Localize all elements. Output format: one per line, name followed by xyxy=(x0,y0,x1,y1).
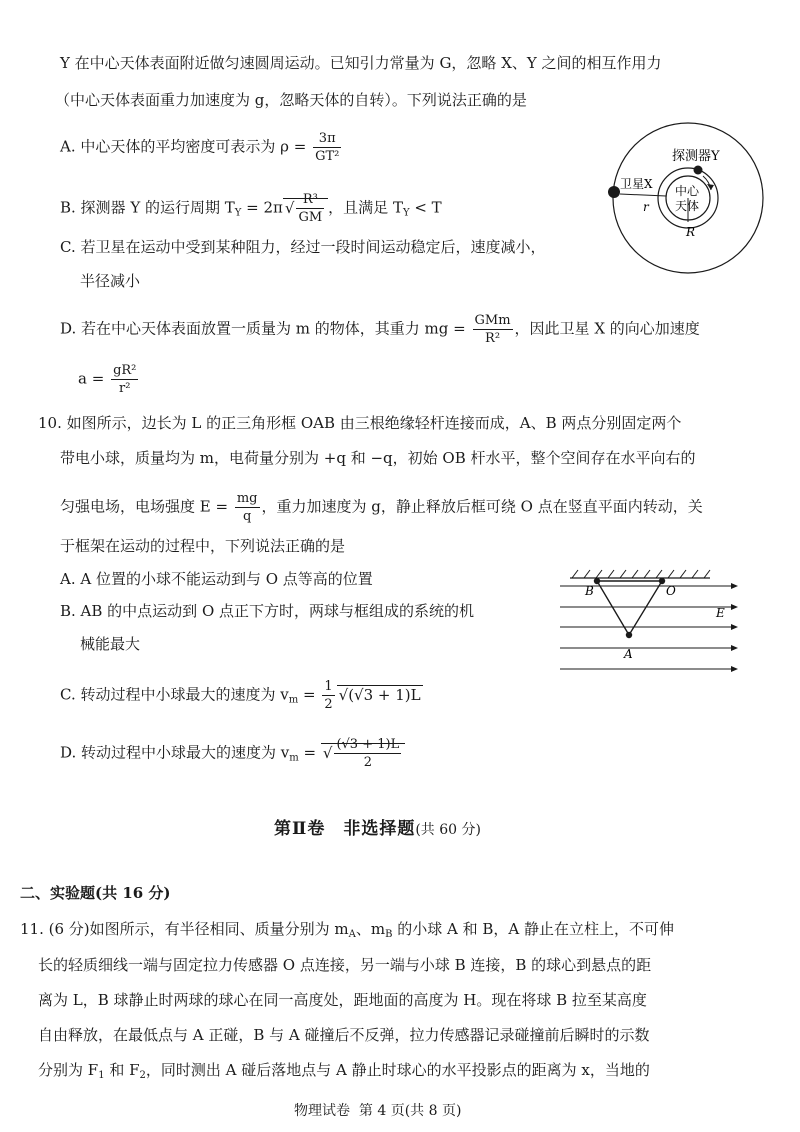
q11-line-5-sub-1: 1 xyxy=(98,1070,105,1081)
ceiling-hatching xyxy=(572,570,710,578)
q10-field-figure xyxy=(560,565,740,675)
pivot-o xyxy=(659,578,665,584)
b-label: B xyxy=(585,584,594,598)
q10-field-numerator: mg xyxy=(236,491,258,506)
section-2-points: (共 60 分) xyxy=(415,822,481,838)
q9-option-d-fraction xyxy=(473,312,513,347)
q10-option-c-eq: = xyxy=(298,685,316,704)
q9-option-c-line-2: 半径减小 xyxy=(80,272,141,290)
q10-option-d xyxy=(60,736,405,771)
q9-option-d-accel-numerator: gR² xyxy=(113,363,137,378)
section-2-title xyxy=(274,818,481,841)
ball-a xyxy=(626,632,632,638)
q10-line-3-text-b: ，重力加速度为 g，静止释放后框可绕 O 点在竖直平面内转动，关 xyxy=(261,497,703,516)
q10-option-c xyxy=(60,678,423,713)
satellite-x-label: 卫星X xyxy=(620,177,653,191)
q9-intro-line-1: Y 在中心天体表面附近做匀速圆周运动。已知引力常量为 G，忽略 X、Y 之间的相互作用力 xyxy=(60,54,662,72)
q11-line-5-text-a: 分别为 F xyxy=(38,1061,99,1079)
page-footer xyxy=(294,1100,461,1122)
q10-line-4: 于框架在运动的过程中，下列说法正确的是 xyxy=(60,537,346,555)
q9-option-d-text-1: D. 若在中心天体表面放置一质量为 m 的物体，其重力 mg = xyxy=(60,319,466,338)
q10-option-d-sub: m xyxy=(289,752,299,764)
q9-option-b xyxy=(60,191,442,226)
q10-option-d-denominator: 2 xyxy=(363,755,372,770)
section-2-title-text: 第Ⅱ卷 非选择题 xyxy=(274,819,416,839)
q10-option-c-text: C. 转动过程中小球最大的速度为 v xyxy=(60,685,289,704)
q11-line-1-mid: 、m xyxy=(355,920,386,938)
q9-option-b-numerator: R³ xyxy=(296,191,324,209)
q11-line-5 xyxy=(38,1059,650,1087)
q11-line-1-text: 11. (6 分)如图所示，有半径相同、质量分别为 m xyxy=(20,920,349,938)
q10-option-d-eq: = xyxy=(298,743,317,762)
radius-r-line xyxy=(620,194,666,196)
q9-intro-line-2: （中心天体表面重力加速度为 g，忽略天体的自转）。下列说法正确的是 xyxy=(55,91,527,109)
q10-option-d-numerator: (√3 + 1)L xyxy=(336,737,400,752)
q9-option-b-denominator: GM xyxy=(298,210,323,225)
q9-option-a-text: A. 中心天体的平均密度可表示为 ρ = xyxy=(60,137,307,156)
q10-option-d-text: D. 转动过程中小球最大的速度为 v xyxy=(60,743,290,762)
q11-line-3: 离为 L，B 球静止时两球的球心在同一高度处，距地面的高度为 H。现在将球 B 拉至某高度 xyxy=(38,991,647,1009)
q9-option-b-radical: √ $\frac{\text{R³}}{GM}$ xyxy=(283,198,328,217)
q9-option-d-text-2: ，因此卫星 X 的向心加速度 xyxy=(514,319,700,338)
q10-option-c-fraction xyxy=(322,678,334,713)
satellite-x-dot xyxy=(608,186,620,198)
q9-option-b-text-2: = 2π xyxy=(241,198,283,217)
q9-option-d xyxy=(60,312,700,347)
q11-line-1 xyxy=(20,918,674,946)
field-arrowheads xyxy=(731,583,738,672)
o-label: O xyxy=(666,584,676,598)
q10-line-1: 10. 如图所示，边长为 L 的正三角形框 OAB 由三根绝缘轻杆连接而成，A、B 两点分别固定两个 xyxy=(38,414,682,432)
q9-option-d-denominator: R² xyxy=(485,331,501,346)
q9-option-d-accel-label: a = xyxy=(78,369,105,388)
q9-option-d-numerator: GMm xyxy=(474,313,511,328)
q11-line-1-sub-b: B xyxy=(385,929,393,940)
q10-option-c-radical: √(√3 + 1)L xyxy=(338,685,421,704)
q10-option-c-denominator: 2 xyxy=(324,697,333,712)
field-lines xyxy=(560,586,735,669)
detector-y-dot xyxy=(694,166,703,175)
q9-option-d-accel-fraction xyxy=(111,362,138,397)
R-label: R xyxy=(686,225,696,239)
q9-option-c-line-1: C. 若卫星在运动中受到某种阻力，经过一段时间运动稳定后，速度减小， xyxy=(60,238,546,256)
q9-option-b-sub-2: Y xyxy=(402,207,410,219)
ball-b xyxy=(594,578,600,584)
detector-y-label: 探测器Y xyxy=(672,149,720,164)
q10-option-b-line-2: 械能最大 xyxy=(80,635,141,653)
q11-line-5-text-b: 和 F xyxy=(104,1061,140,1079)
footer-subject: 物理试卷 xyxy=(294,1103,350,1119)
q11-line-2: 长的轻质细线一端与固定拉力传感器 O 点连接，另一端与小球 B 连接，B 的球心到悬点的距 xyxy=(38,956,652,974)
q10-field-fraction xyxy=(235,490,260,525)
q9-option-a-fraction xyxy=(313,130,341,165)
q9-option-a-denominator: GT² xyxy=(315,149,340,164)
q10-option-c-sub: m xyxy=(288,694,299,706)
central-body-label-1: 中心 xyxy=(675,184,700,198)
q10-option-c-radicand: (√3 + 1)L xyxy=(348,685,421,704)
q11-line-1-end: 的小球 A 和 B，A 静止在立柱上，不可伸 xyxy=(392,920,674,938)
q10-option-a: A. A 位置的小球不能运动到与 O 点等高的位置 xyxy=(60,570,373,588)
q9-option-d-accel-denominator: r² xyxy=(119,381,131,396)
q10-field-denominator: q xyxy=(243,509,252,524)
a-label: A xyxy=(624,647,633,661)
r-label: r xyxy=(643,200,649,214)
q11-line-1-sub-a: A xyxy=(348,929,356,940)
central-body-label-2: 天体 xyxy=(675,199,700,213)
q10-option-b-line-1: B. AB 的中点运动到 O 点正下方时，两球与框组成的系统的机 xyxy=(60,602,475,620)
q9-option-a xyxy=(60,130,343,165)
q11-line-5-sub-2: 2 xyxy=(139,1070,146,1081)
q10-option-c-numerator: 1 xyxy=(324,679,333,694)
q10-line-3-text-a: 匀强电场，电场强度 E = xyxy=(60,497,229,516)
q11-line-5-text-c: ，同时测出 A 碰后落地点与 A 静止时球心的水平投影点的距离为 x，当地的 xyxy=(145,1061,650,1079)
q11-line-4: 自由释放，在最低点与 A 正碰，B 与 A 碰撞后不反弹，拉力传感器记录碰撞前后瞬时的示数 xyxy=(38,1026,650,1044)
q10-option-d-radical: √ $\frac{(√3 + 1)L}{2}$ xyxy=(321,743,405,762)
footer-page: 第 4 页(共 8 页) xyxy=(358,1103,462,1119)
q9-option-b-sub: Y xyxy=(234,207,242,219)
q9-option-b-text-1: B. 探测器 Y 的运行周期 T xyxy=(60,198,235,217)
q9-option-b-text-4: < T xyxy=(409,198,442,217)
e-label: E xyxy=(716,606,725,620)
q9-option-d-accel xyxy=(78,362,140,397)
q9-option-a-numerator: 3π xyxy=(313,130,341,148)
part-2-heading: 二、实验题(共 16 分) xyxy=(20,884,171,902)
q10-line-2: 带电小球，质量均为 m，电荷量分别为 +q 和 −q，初始 OB 杆水平，整个空间存在水平向右的 xyxy=(60,449,696,467)
q9-option-b-text-3: ，且满足 T xyxy=(328,198,403,217)
q10-line-3 xyxy=(60,490,703,525)
q9-orbit-figure xyxy=(608,118,768,278)
